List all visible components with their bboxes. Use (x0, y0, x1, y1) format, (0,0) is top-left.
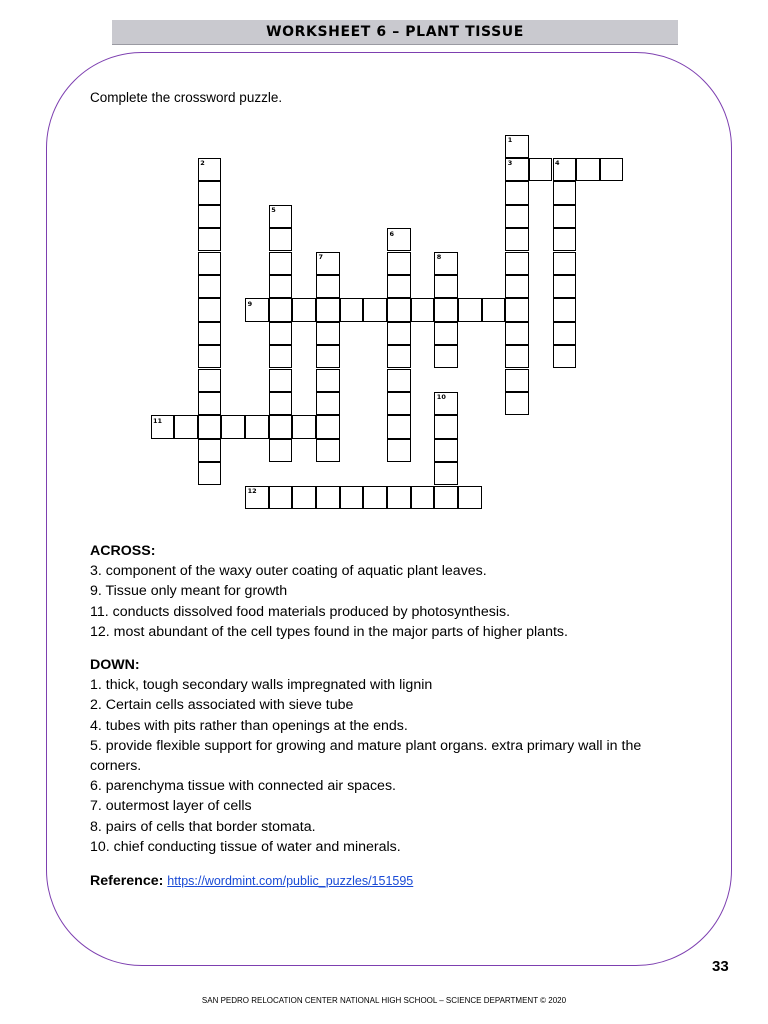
crossword-cell[interactable] (174, 415, 198, 438)
crossword-cell[interactable] (505, 345, 529, 368)
crossword-cell[interactable] (316, 486, 340, 509)
crossword-cell[interactable] (387, 275, 411, 298)
crossword-cell[interactable] (553, 322, 577, 345)
crossword-cell[interactable] (198, 252, 222, 275)
clue-number-4: 4 (555, 159, 560, 168)
crossword-cell[interactable] (363, 298, 387, 321)
crossword-cell[interactable] (505, 275, 529, 298)
down-heading: DOWN: (90, 657, 140, 673)
crossword-cell[interactable] (316, 345, 340, 368)
crossword-cell[interactable] (316, 322, 340, 345)
crossword-cell[interactable] (505, 228, 529, 251)
crossword-cell[interactable] (269, 439, 293, 462)
crossword-cell[interactable] (505, 205, 529, 228)
crossword-cell[interactable] (553, 228, 577, 251)
crossword-cell[interactable] (505, 392, 529, 415)
down-clue-10: 10. chief conducting tissue of water and minerals. (90, 838, 401, 855)
crossword-cell[interactable] (434, 345, 458, 368)
crossword-cell[interactable] (269, 415, 293, 438)
crossword-cell[interactable] (316, 392, 340, 415)
crossword-cell[interactable] (316, 298, 340, 321)
crossword-cell[interactable] (198, 369, 222, 392)
down-clue-7: 7. outermost layer of cells (90, 798, 252, 815)
crossword-cell[interactable] (434, 298, 458, 321)
clue-number-1: 1 (507, 136, 513, 144)
clue-number-10: 10 (436, 393, 446, 402)
clue-number-8: 8 (436, 253, 442, 261)
crossword-cell[interactable] (458, 486, 482, 509)
crossword-cell[interactable] (198, 228, 222, 251)
crossword-cell[interactable] (363, 486, 387, 509)
crossword-cell[interactable] (316, 439, 340, 462)
crossword-cell[interactable] (269, 228, 293, 251)
down-clue-5: 5. provide flexible support for growing and mature plant organs. extra primary wall in the corners. (90, 737, 642, 775)
crossword-cell[interactable] (316, 415, 340, 438)
crossword-cell[interactable] (434, 462, 458, 485)
crossword-cell[interactable] (387, 486, 411, 509)
page-number: 33 (712, 958, 729, 975)
crossword-cell[interactable] (411, 486, 435, 509)
crossword-cell[interactable] (553, 181, 577, 204)
crossword-cell[interactable] (198, 462, 222, 485)
crossword-cell[interactable] (482, 298, 506, 321)
crossword-cell[interactable] (387, 369, 411, 392)
clue-number-7: 7 (318, 253, 324, 261)
crossword-cell[interactable] (198, 322, 222, 345)
crossword-cell[interactable] (198, 298, 222, 321)
crossword-cell[interactable] (292, 415, 316, 438)
crossword-cell[interactable] (292, 486, 316, 509)
clue-number-12: 12 (247, 487, 257, 495)
crossword-cell[interactable] (198, 205, 222, 228)
clue-number-2: 2 (200, 159, 205, 168)
crossword-cell[interactable] (387, 322, 411, 345)
crossword-cell[interactable] (553, 275, 577, 298)
crossword-cell[interactable] (387, 298, 411, 321)
crossword-cell[interactable] (553, 252, 577, 275)
crossword-cell[interactable] (340, 486, 364, 509)
crossword-cell[interactable] (553, 345, 577, 368)
crossword-cell[interactable] (600, 158, 624, 181)
crossword-cell[interactable] (387, 415, 411, 438)
crossword-cell[interactable] (505, 252, 529, 275)
across-clue-3: 3. component of the waxy outer coating of aquatic plant leaves. (90, 563, 487, 580)
crossword-cell[interactable] (576, 158, 600, 181)
reference-line (90, 873, 413, 889)
crossword-cell[interactable] (269, 275, 293, 298)
crossword-cell[interactable] (269, 392, 293, 415)
crossword-cell[interactable] (292, 298, 316, 321)
crossword-cell[interactable] (458, 298, 482, 321)
across-clue-12: 12. most abundant of the cell types found in the major parts of higher plants. (90, 623, 568, 640)
crossword-cell[interactable] (505, 181, 529, 204)
crossword-cell[interactable] (198, 439, 222, 462)
crossword-cell[interactable] (269, 369, 293, 392)
reference-link[interactable]: https://wordmint.com/public_puzzles/151595 (167, 874, 414, 888)
across-clue-9: 9. Tissue only meant for growth (90, 583, 288, 600)
clue-number-9: 9 (247, 299, 253, 308)
crossword-cell[interactable] (316, 275, 340, 298)
clue-number-6: 6 (389, 229, 395, 238)
clue-number-5: 5 (271, 206, 276, 215)
clue-number-11: 11 (153, 416, 163, 425)
crossword-cell[interactable] (387, 439, 411, 462)
crossword-cell[interactable] (434, 439, 458, 462)
across-clues (90, 541, 690, 642)
crossword-cell[interactable] (411, 298, 435, 321)
crossword-cell[interactable] (434, 415, 458, 438)
crossword-cell[interactable] (198, 415, 222, 438)
instructions-text: Complete the crossword puzzle. (90, 90, 283, 105)
crossword-cell[interactable] (553, 298, 577, 321)
crossword-cell[interactable] (245, 415, 269, 438)
crossword-cell[interactable] (198, 345, 222, 368)
crossword-cell[interactable] (316, 369, 340, 392)
worksheet-title: WORKSHEET 6 – PLANT TISSUE (266, 24, 524, 40)
page-footer: SAN PEDRO RELOCATION CENTER NATIONAL HIGH SCHOOL – SCIENCE DEPARTMENT © 2020 (201, 996, 567, 1005)
reference-label: Reference: (90, 873, 164, 889)
down-clue-4: 4. tubes with pits rather than openings at the ends. (90, 717, 408, 734)
crossword-cell[interactable] (505, 322, 529, 345)
crossword-cell[interactable] (340, 298, 364, 321)
crossword-cell[interactable] (269, 345, 293, 368)
crossword-cell[interactable] (198, 181, 222, 204)
crossword-cell[interactable] (434, 486, 458, 509)
crossword-cell[interactable] (221, 415, 245, 438)
down-clue-8: 8. pairs of cells that border stomata. (90, 818, 316, 835)
crossword-cell[interactable] (269, 252, 293, 275)
crossword-cell[interactable] (387, 392, 411, 415)
across-heading: ACROSS: (90, 543, 156, 559)
clue-number-3: 3 (507, 159, 513, 168)
crossword-cell[interactable] (269, 486, 293, 509)
worksheet-title-bar (112, 20, 678, 45)
crossword-cell[interactable] (505, 298, 529, 321)
crossword-cell[interactable] (529, 158, 553, 181)
crossword-cell[interactable] (269, 322, 293, 345)
across-clue-11: 11. conducts dissolved food materials produced by photosynthesis. (90, 603, 511, 620)
crossword-cell[interactable] (505, 369, 529, 392)
crossword-cell[interactable] (387, 252, 411, 275)
crossword-cell[interactable] (434, 322, 458, 345)
down-clue-6: 6. parenchyma tissue with connected air spaces. (90, 778, 396, 795)
down-clue-2: 2. Certain cells associated with sieve tube (90, 697, 354, 714)
crossword-cell[interactable] (269, 298, 293, 321)
crossword-cell[interactable] (198, 392, 222, 415)
crossword-cell[interactable] (198, 275, 222, 298)
crossword-cell[interactable] (387, 345, 411, 368)
crossword-cell[interactable] (434, 275, 458, 298)
crossword-cell[interactable] (553, 205, 577, 228)
down-clue-1: 1. thick, tough secondary walls impregnated with lignin (90, 677, 433, 694)
down-clues (90, 655, 690, 857)
